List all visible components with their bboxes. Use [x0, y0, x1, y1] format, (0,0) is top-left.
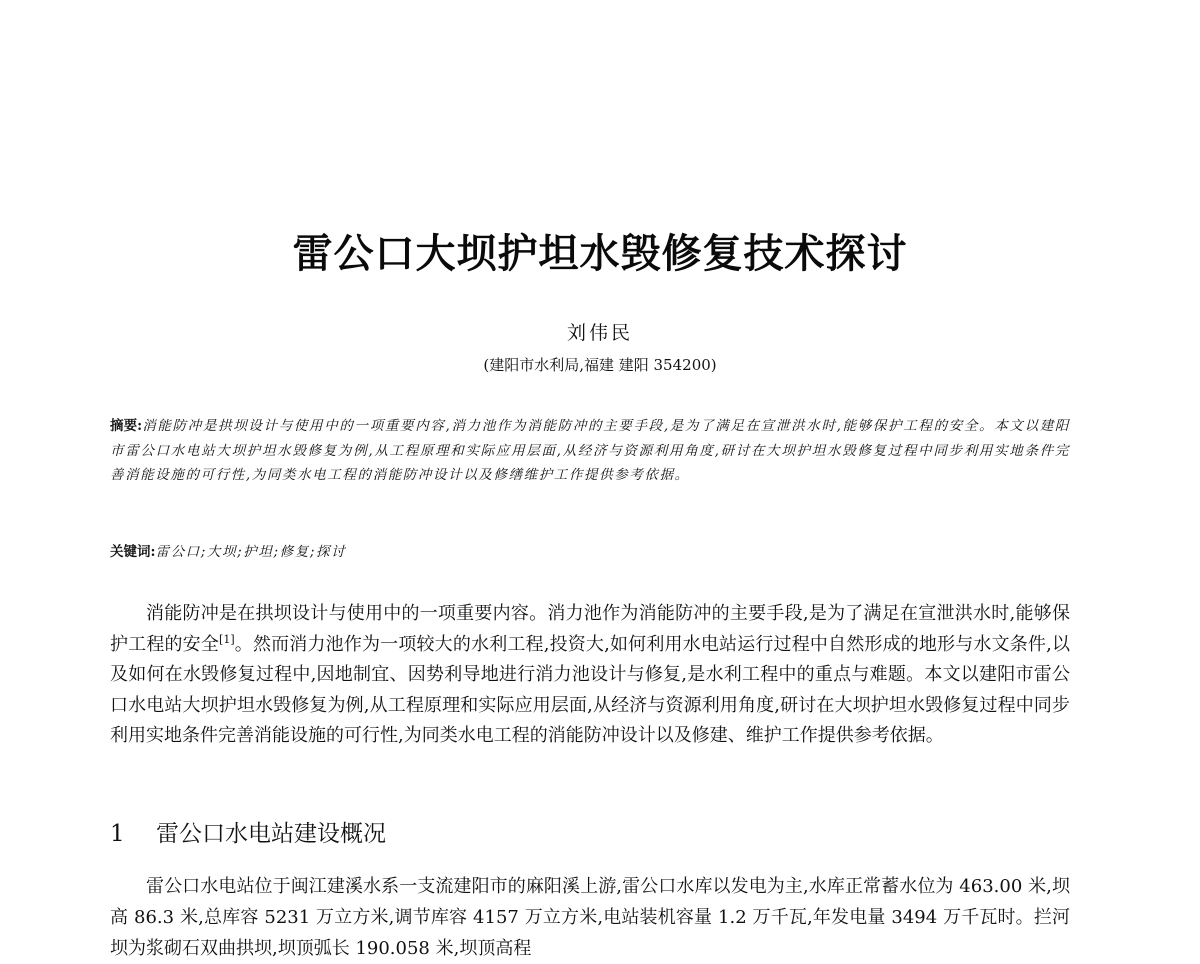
keywords-label: 关键词:: [110, 544, 156, 560]
section-paragraph: 雷公口水电站位于闽江建溪水系一支流建阳市的麻阳溪上游,雷公口水库以发电为主,水库正常蓄水位为 463.00 米,坝高 86.3 米,总库容 5231 万立方米,调节库容 4157 万立方米,电站装机容量 1.2 万千瓦,年发电量 3494 万千瓦时。拦河坝为浆砌石双曲拱坝,坝顶弧长 190.058 米,坝顶高程: [110, 876, 1070, 959]
paper-title: 雷公口大坝护坦水毁修复技术探讨: [292, 231, 908, 277]
author-affiliation: (建阳市水利局,福建 建阳 354200): [483, 356, 717, 374]
intro-text-part2: 。然而消力池作为一项较大的水利工程,投资大,如何利用水电站运行过程中自然形成的地形与水文条件,以及如何在水毁修复过程中,因地制宜、因势利导地进行消力池设计与修复,是水利工程中的重点与难题。本文以建阳市雷公口水电站大坝护坦水毁修复为例,从工程原理和实际应用层面,从经济与资源利用角度,研讨在大坝护坦水毁修复过程中同步利用实地条件完善消能设施的可行性,为同类水电工程的消能防冲设计以及修建、维护工作提供参考依据。: [110, 633, 1070, 747]
author-name: 刘伟民: [566, 322, 633, 344]
citation-ref[interactable]: [1]: [219, 632, 235, 646]
abstract-label: 摘要:: [110, 418, 143, 434]
abstract-text: 消能防冲是拱坝设计与使用中的一项重要内容,消力池作为消能防冲的主要手段,是为了满足在宣泄洪水时,能够保护工程的安全。本文以建阳市雷公口水电站大坝护坦水毁修复为例,从工程原理和实际应用层面,从经济与资源利用角度,研讨在大坝护坦水毁修复过程中同步利用实地条件完善消能设施的可行性,为同类水电工程的消能防冲设计以及修缮维护工作提供参考依据。: [110, 418, 1071, 483]
keywords: [110, 540, 1070, 564]
section-title: 雷公口水电站建设概况: [156, 821, 386, 847]
keywords-text: 雷公口;大坝;护坦;修复;探讨: [155, 544, 347, 560]
section-number: 1: [110, 821, 125, 847]
intro-paragraph: [110, 599, 1070, 752]
abstract: [110, 414, 1070, 488]
intro-text-part1: 消能防冲是在拱坝设计与使用中的一项重要内容。消力池作为消能防冲的主要手段,是为了满足在宣泄洪水时,能够保护工程的安全: [110, 603, 1070, 655]
section-heading: [110, 818, 386, 850]
